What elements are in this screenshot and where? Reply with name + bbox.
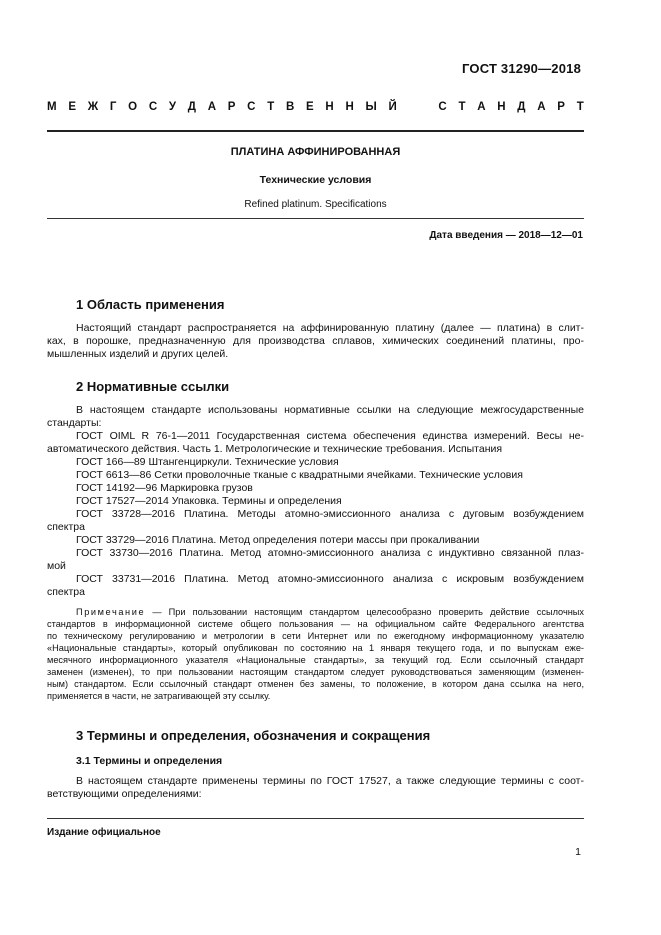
banner-letter: Й xyxy=(388,101,397,113)
reference-item-continued: мой xyxy=(47,560,66,572)
reference-item: ГОСТ 6613—86 Сетки проволочные тканые с квадратными ячейками. Технические условия xyxy=(76,469,523,481)
note-line: по техническому регулированию и метрологии в сети Интернет или по ежегодному информационному указателю xyxy=(47,631,584,641)
banner-letter: С xyxy=(247,101,256,113)
section-2-note xyxy=(47,606,584,702)
text-line: В настоящем стандарте использованы нормативные ссылки на следующие межгосударственные xyxy=(76,404,584,416)
section-3-body xyxy=(47,775,584,801)
banner-letter: А xyxy=(477,101,486,113)
text-line: Настоящий стандарт распространяется на аффинированную платину (далее — платина) в слит- xyxy=(76,322,584,334)
text-line: мышленных изделий и других целей. xyxy=(47,348,229,360)
text-line: ветствующими определениями: xyxy=(47,788,202,800)
banner-letter: М xyxy=(47,101,57,113)
banner-letter: Д xyxy=(187,101,196,113)
banner-letter: Т xyxy=(576,101,584,113)
title-divider xyxy=(47,218,584,219)
note-line: ным) стандартом. Если ссылочный стандарт отменен без замены, то положение, в котором дана ссылка на него, xyxy=(47,679,584,689)
header-divider xyxy=(47,130,584,132)
banner-letter: Е xyxy=(68,101,76,113)
banner-letter: У xyxy=(168,101,177,113)
note-line: заменен (изменен), то при пользовании настоящим стандартом следует руководствоваться заменяющим (изменен- xyxy=(47,667,584,677)
section-1-body xyxy=(47,322,584,361)
text-line: В настоящем стандарте применены термины по ГОСТ 17527, а также следующие термины с соот- xyxy=(76,775,584,787)
text-line: стандарты: xyxy=(47,417,102,429)
banner-letter: Г xyxy=(109,101,117,113)
reference-item: ГОСТ 166—89 Штангенциркули. Технические условия xyxy=(76,456,339,468)
section-1-heading: 1 Область применения xyxy=(76,297,225,312)
section-3-heading: 3 Термины и определения, обозначения и сокращения xyxy=(76,728,431,743)
banner-letter: О xyxy=(128,101,138,113)
reference-item: ГОСТ 33728—2016 Платина. Методы атомно-эмиссионного анализа с дуговым возбуждением xyxy=(76,508,584,520)
note-label: Примечание xyxy=(76,607,146,617)
section-3-1-heading: 3.1 Термины и определения xyxy=(76,755,223,767)
reference-item: ГОСТ OIML R 76-1—2011 Государственная система обеспечения единства измерений. Весы не- xyxy=(76,430,584,442)
banner-letter: Ы xyxy=(365,101,377,113)
reference-item: ГОСТ 14192—96 Маркировка грузов xyxy=(76,482,253,494)
english-title: Refined platinum. Specifications xyxy=(244,199,387,210)
section-2-body xyxy=(47,404,584,599)
document-number: ГОСТ 31290—2018 xyxy=(462,61,581,76)
note-line: месячного информационного указателя «Национальные стандарты», за текущий год. Если ссылочный стандарт xyxy=(47,655,584,665)
page-number: 1 xyxy=(575,846,581,858)
note-line: стандартов в информационной системе общего пользования — на официальном сайте Федерального агентства xyxy=(47,619,584,629)
footer-divider xyxy=(47,818,584,819)
reference-item: ГОСТ 33729—2016 Платина. Метод определения потери массы при прокаливании xyxy=(76,534,480,546)
banner-letter: В xyxy=(285,101,295,113)
document-title: ПЛАТИНА АФФИНИРОВАННАЯ xyxy=(230,146,401,158)
banner-letter: Н xyxy=(345,101,354,113)
banner-letter: Р xyxy=(227,101,236,113)
section-2-heading: 2 Нормативные ссылки xyxy=(76,379,230,394)
banner-letter: Е xyxy=(306,101,314,113)
note-line: «Национальные стандарты», который опубликован по состоянию на 1 января текущего года, и по выпускам еже- xyxy=(47,643,584,653)
banner-letter: Н xyxy=(325,101,334,113)
banner-letter: А xyxy=(537,101,546,113)
banner-letter: Т xyxy=(267,101,275,113)
text-line: ках, в порошке, предназначенную для производства сплавов, химических соединений платины, про- xyxy=(47,335,584,347)
banner-letter: С xyxy=(438,101,447,113)
official-edition-label: Издание официальное xyxy=(47,827,161,838)
reference-item: ГОСТ 33730—2016 Платина. Метод атомно-эмиссионного анализа с индуктивно связанной плаз- xyxy=(76,547,584,559)
interstate-standard-banner xyxy=(47,101,584,113)
banner-letter: Д xyxy=(517,101,526,113)
reference-item-continued: автоматического действия. Часть 1. Метрологические и технические требования. Испытания xyxy=(47,443,503,455)
note-line: Примечание — При пользовании настоящим стандартом целесообразно проверить действие ссылочных xyxy=(76,607,584,617)
banner-letter: Ж xyxy=(87,101,99,113)
reference-item: ГОСТ 33731—2016 Платина. Метод атомно-эмиссионного анализа с искровым возбуждением xyxy=(76,573,584,585)
banner-letter: А xyxy=(207,101,217,113)
banner-letter xyxy=(409,101,412,113)
banner-letter: С xyxy=(148,101,158,113)
banner-letter xyxy=(423,101,426,113)
note-line: применяется в части, не затрагивающей эту ссылку. xyxy=(47,691,271,701)
reference-item: ГОСТ 17527—2014 Упаковка. Термины и определения xyxy=(76,495,342,507)
banner-letter: Т xyxy=(458,101,466,113)
banner-letter: Р xyxy=(557,101,565,113)
introduction-date: Дата введения — 2018—12—01 xyxy=(429,230,583,241)
reference-item-continued: спектра xyxy=(47,586,85,598)
reference-item-continued: спектра xyxy=(47,521,85,533)
document-subtitle: Технические условия xyxy=(259,174,372,186)
banner-letter: Н xyxy=(497,101,506,113)
